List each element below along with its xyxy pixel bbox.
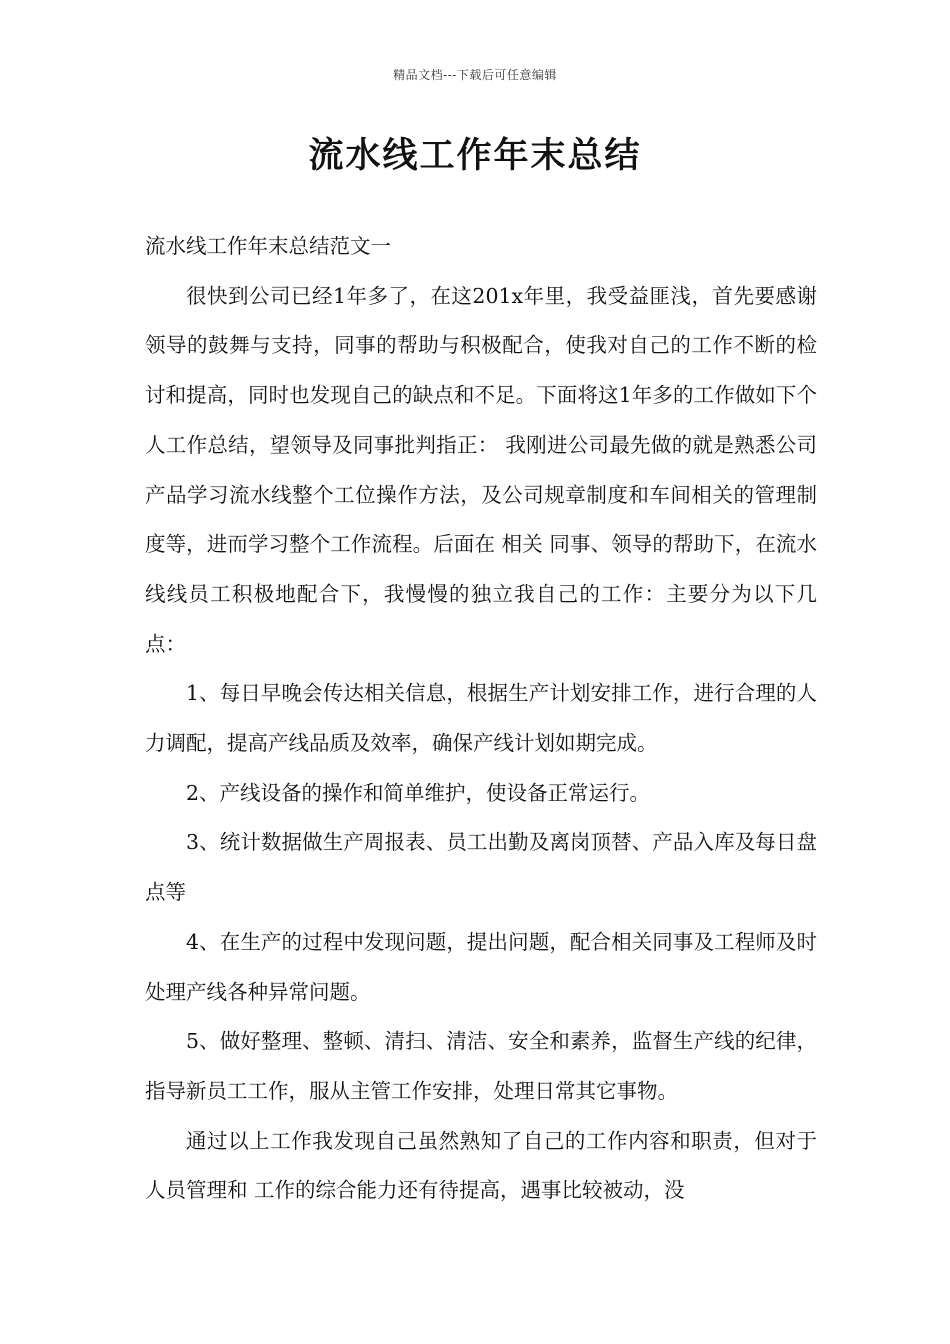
document-title: 流水线工作年末总结	[308, 136, 642, 176]
paragraph-item-5: 5、做好整理、整顿、清扫、清洁、安全和素养，监督生产线的纪律，指导新员工工作，服从主管工作安排，处理日常其它事物。	[145, 1029, 817, 1103]
section-subtitle: 流水线工作年末总结范文一	[145, 234, 391, 258]
document-body	[145, 222, 817, 1216]
header-note: 精品文档---下载后可任意编辑	[393, 68, 557, 82]
paragraph-item-4: 4、在生产的过程中发现问题，提出问题，配合相关同事及工程师及时处理产线各种异常问题。	[145, 929, 817, 1004]
paragraph-item-3: 3、统计数据做生产周报表、员工出勤及离岗顶替、产品入库及每日盘点等	[145, 830, 817, 905]
paragraph-intro: 很快到公司已经1年多了，在这201x年里，我受益匪浅，首先要感谢领导的鼓舞与支持，同事的帮助与积极配合，使我对自己的工作不断的检讨和提高，同时也发现自己的缺点和不足。下面将这1年多的工作做如下个人工作总结，望领导及同事批判指正： 我刚进公司最先做的就是熟悉公司产品学习流水线整个工位操作方法，及公司规章制度和车间相关的管理制度等，进而学习整个工作流程。后面在 相关 同事、领导的帮助下，在流水线线员工积极地配合下，我慢慢的独立我自己的工作：主要分为以下几点：	[145, 283, 817, 656]
paragraph-item-1: 1、每日早晚会传达相关信息，根据生产计划安排工作，进行合理的人力调配，提高产线品质及效率，确保产线计划如期完成。	[145, 681, 817, 756]
paragraph-item-2: 2、产线设备的操作和简单维护，使设备正常运行。	[186, 780, 651, 805]
paragraph-conclusion: 通过以上工作我发现自己虽然熟知了自己的工作内容和职责，但对于人员管理和 工作的综合能力还有待提高，遇事比较被动，没	[145, 1128, 817, 1203]
